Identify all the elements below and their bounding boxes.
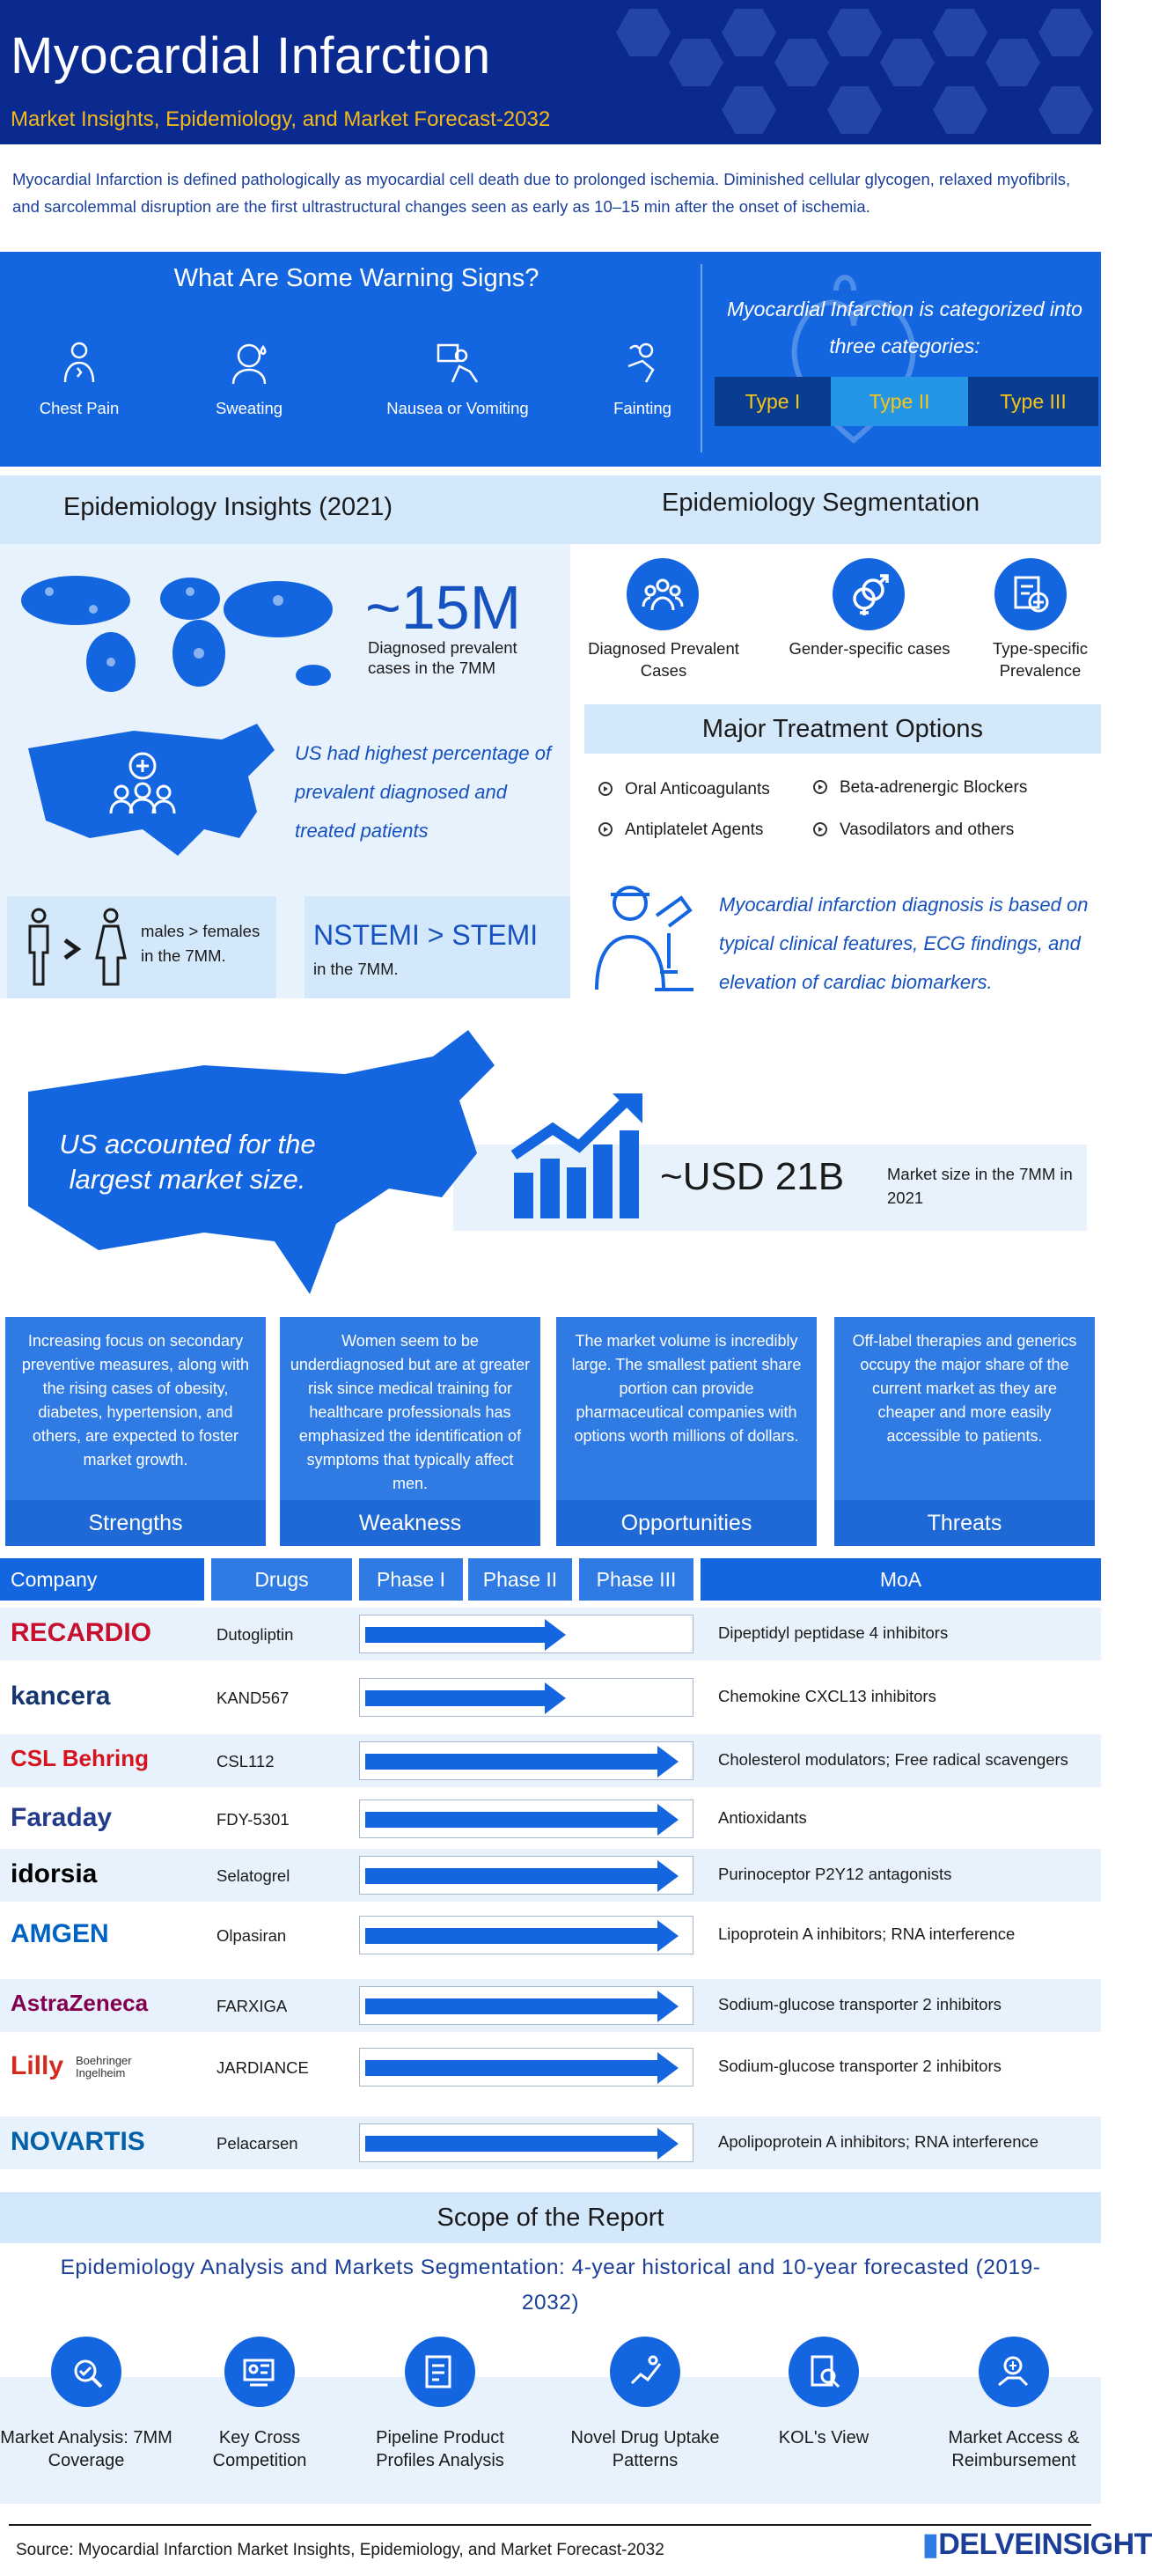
gender-text: males > females in the 7MM. xyxy=(141,922,260,965)
scope-item-label: Novel Drug Uptake Patterns xyxy=(570,2428,720,2470)
segment-label: Diagnosed Prevalent Cases xyxy=(588,639,739,680)
market-analysis-icon xyxy=(51,2337,121,2407)
swot-text: The market volume is incredibly large. The smallest patient share portion can provide pharmaceutical companies with options worth millions of dollars. xyxy=(571,1332,802,1445)
epidemiology-insights-title: Epidemiology Insights (2021) xyxy=(63,493,393,521)
moa-text: Lipoprotein A inhibitors; RNA interference xyxy=(718,1925,1016,1943)
segment-icon-wrap xyxy=(627,558,699,630)
swot-strengths xyxy=(5,1317,266,1546)
phase-arrow xyxy=(365,2060,659,2076)
pipeline-profile-icon xyxy=(405,2337,475,2407)
treatment-options-title: Major Treatment Options xyxy=(584,704,1101,754)
moa-text: Sodium-glucose transporter 2 inhibitors xyxy=(718,2057,1002,2075)
sign-label: Chest Pain xyxy=(39,399,120,417)
drug-name: KAND567 xyxy=(216,1689,290,1707)
sweating-icon xyxy=(226,340,272,386)
swot-threats xyxy=(834,1317,1095,1546)
competition-icon xyxy=(224,2337,295,2407)
company-logo: idorsia xyxy=(11,1859,98,1888)
swot-text: Increasing focus on secondary preventive measures, along with the rising cases of obesity, diabetes, hypertension, and others, are expected to foster market growth. xyxy=(21,1332,250,1468)
phase-bar xyxy=(359,1741,693,1780)
company-logo: Lilly Boehringer Ingelheim xyxy=(11,2051,155,2081)
moa-text: Cholesterol modulators; Free radical scavengers xyxy=(718,1750,1068,1769)
fainting-icon xyxy=(620,340,665,386)
moa-text: Chemokine CXCL13 inhibitors xyxy=(718,1687,936,1705)
treatment-option xyxy=(598,780,770,799)
source-text: Source: Myocardial Infarction Market Insights, Epidemiology, and Market Forecast-2032 xyxy=(16,2541,664,2559)
warning-signs-title: What Are Some Warning Signs? xyxy=(173,264,539,292)
page-title: Myocardial Infarction xyxy=(11,27,491,85)
col-drugs: Drugs xyxy=(211,1558,352,1601)
phase-arrow xyxy=(365,1754,659,1770)
swot-weakness xyxy=(280,1317,540,1546)
phase-bar xyxy=(359,1800,693,1838)
gender-symbol-icon xyxy=(833,558,905,630)
prevalent-cases-value: ~15M xyxy=(365,573,522,642)
phase-bar xyxy=(359,1986,693,2025)
epidemiology-segmentation-title: Epidemiology Segmentation xyxy=(662,489,980,517)
moa-text: Apolipoprotein A inhibitors; RNA interference xyxy=(718,2132,1039,2151)
scope-item-label: Market Analysis: 7MM Coverage xyxy=(0,2428,172,2470)
drug-name: FARXIGA xyxy=(216,1997,288,2015)
drug-name: Dutogliptin xyxy=(216,1625,294,1644)
phase-bar xyxy=(359,1678,693,1717)
phase-arrow xyxy=(365,1812,659,1828)
moa-text: Purinoceptor P2Y12 antagonists xyxy=(718,1865,952,1883)
nausea-icon xyxy=(435,340,481,386)
us-highest-text: US had highest percentage of prevalent diagnosed and treated patients xyxy=(295,742,552,842)
segment-label: Gender-specific cases xyxy=(789,639,950,658)
phase-bar xyxy=(359,1856,693,1895)
phase-arrow xyxy=(365,1998,659,2014)
intro-text: Myocardial Infarction is defined pathologically as myocardial cell death due to prolonged ischemia. Diminished cellular glycogen, relaxed myofibrils, and sarcolemmal disruption are the first ultrastructural changes seen as early as 10–15 min after the onset of ischemia. xyxy=(12,170,1071,216)
swot-opportunities xyxy=(556,1317,817,1546)
us-market-text: US accounted for the largest market size. xyxy=(59,1129,316,1195)
drug-name: Selatogrel xyxy=(216,1866,290,1885)
treatment-option-label: Vasodilators and others xyxy=(840,821,1015,839)
company-logo: NOVARTIS xyxy=(11,2127,145,2156)
segment-icon-wrap xyxy=(994,558,1067,630)
treatment-option-label: Beta-adrenergic Blockers xyxy=(840,778,1028,797)
play-circle-icon xyxy=(598,822,613,836)
medical-record-icon xyxy=(994,558,1067,630)
company-logo: kancera xyxy=(11,1682,111,1711)
phase-arrow xyxy=(365,1690,547,1706)
delveinsight-logo: ▮DELVEINSIGHT xyxy=(922,2528,1152,2561)
swot-heading: Strengths xyxy=(5,1500,266,1546)
phase-bar xyxy=(359,1916,693,1954)
world-map-icon xyxy=(14,565,341,697)
phase-arrow xyxy=(365,1868,659,1884)
play-circle-icon xyxy=(598,782,613,796)
sign-chest-pain xyxy=(0,340,158,418)
moa-text: Sodium-glucose transporter 2 inhibitors xyxy=(718,1995,1002,2013)
scope-item-label: Key Cross Competition xyxy=(212,2428,307,2470)
divider xyxy=(701,264,702,453)
treatment-option xyxy=(598,821,763,840)
chest-pain-icon xyxy=(56,340,102,386)
company-logo-secondary: Boehringer Ingelheim xyxy=(76,2054,132,2080)
brand-name: DELVEINSIGHT xyxy=(938,2528,1152,2561)
col-company: Company xyxy=(0,1558,204,1601)
scope-subtitle: Epidemiology Analysis and Markets Segmentation: 4-year historical and 10-year forecasted (2019-2032) xyxy=(60,2256,1041,2315)
type-1: Type I xyxy=(715,377,831,426)
phase-arrow xyxy=(365,2136,659,2152)
segment-label: Type-specific Prevalence xyxy=(993,639,1088,680)
phase-bar xyxy=(359,2048,693,2087)
phase-bar xyxy=(359,2123,693,2162)
drug-name: FDY-5301 xyxy=(216,1810,290,1829)
col-moa: MoA xyxy=(701,1558,1101,1601)
type-2: Type II xyxy=(831,377,968,426)
moa-text: Dipeptidyl peptidase 4 inhibitors xyxy=(718,1623,949,1642)
treatment-option-label: Oral Anticoagulants xyxy=(625,780,770,799)
col-phase-2: Phase II xyxy=(468,1558,572,1601)
swot-heading: Weakness xyxy=(280,1500,540,1546)
moa-text: Antioxidants xyxy=(718,1808,807,1827)
microscope-doctor-icon xyxy=(584,880,699,997)
drug-uptake-icon xyxy=(610,2337,680,2407)
company-logo: AstraZeneca xyxy=(11,1990,149,2016)
treatment-option xyxy=(813,778,1027,798)
phase-arrow xyxy=(365,1928,659,1944)
sign-fainting xyxy=(563,340,722,418)
drug-name: Olpasiran xyxy=(216,1926,287,1945)
scope-item-label: Pipeline Product Profiles Analysis xyxy=(376,2428,504,2470)
prevalent-cases-label: Diagnosed prevalent cases in the 7MM xyxy=(368,638,517,677)
phase-arrow xyxy=(365,1627,547,1643)
phase-bar xyxy=(359,1615,693,1653)
nstemi-title: NSTEMI > STEMI xyxy=(313,919,539,951)
sign-sweating xyxy=(170,340,328,418)
market-size-value: ~USD 21B xyxy=(660,1155,845,1198)
market-size-label: Market size in the 7MM in 2021 xyxy=(887,1165,1073,1207)
us-map-icon xyxy=(19,722,287,866)
scope-item-label: KOL's View xyxy=(778,2428,870,2447)
sign-label: Sweating xyxy=(215,399,283,417)
page-subtitle: Market Insights, Epidemiology, and Market Forecast-2032 xyxy=(11,107,551,131)
nstemi-sub: in the 7MM. xyxy=(313,960,399,978)
scope-item-label: Market Access & Reimbursement xyxy=(948,2428,1080,2470)
col-phase-3: Phase III xyxy=(579,1558,693,1601)
type-3: Type III xyxy=(968,377,1098,426)
treatment-option-label: Antiplatelet Agents xyxy=(625,821,764,839)
treatment-option xyxy=(813,821,1014,840)
growth-chart-icon xyxy=(510,1088,644,1218)
drug-name: CSL112 xyxy=(216,1752,275,1770)
scope-title: Scope of the Report xyxy=(0,2192,1101,2243)
footer-divider xyxy=(9,2524,1091,2526)
company-logo: AMGEN xyxy=(11,1919,109,1948)
sign-nausea xyxy=(378,340,537,418)
sign-label: Nausea or Vomiting xyxy=(386,399,529,417)
swot-heading: Threats xyxy=(834,1500,1095,1546)
drug-name: JARDIANCE xyxy=(216,2058,309,2077)
market-access-icon xyxy=(979,2337,1049,2407)
category-text: Myocardial Infarction is categorized into three categories: xyxy=(727,298,1082,357)
col-phase-1: Phase I xyxy=(359,1558,463,1601)
play-circle-icon xyxy=(813,822,827,836)
swot-text: Off-label therapies and generics occupy the major share of the current market as they are cheaper and more easily accessible to patients. xyxy=(852,1332,1077,1445)
segment-icon-wrap xyxy=(833,558,905,630)
drug-name: Pelacarsen xyxy=(216,2134,298,2153)
swot-heading: Opportunities xyxy=(556,1500,817,1546)
diagnosis-text: Myocardial infarction diagnosis is based on typical clinical features, ECG findings, and elevation of cardiac biomarkers. xyxy=(719,894,1089,993)
swot-text: Women seem to be underdiagnosed but are at greater risk since medical training for healthcare professionals has emphasized the identification of symptoms that typically affect men. xyxy=(290,1332,531,1492)
company-logo: RECARDIO xyxy=(11,1618,152,1647)
kol-view-icon xyxy=(789,2337,859,2407)
sign-label: Fainting xyxy=(613,399,671,417)
people-group-icon xyxy=(627,558,699,630)
male-female-icon xyxy=(19,907,137,988)
play-circle-icon xyxy=(813,780,827,794)
company-logo: CSL Behring xyxy=(11,1745,149,1771)
company-logo: Faraday xyxy=(11,1803,113,1832)
